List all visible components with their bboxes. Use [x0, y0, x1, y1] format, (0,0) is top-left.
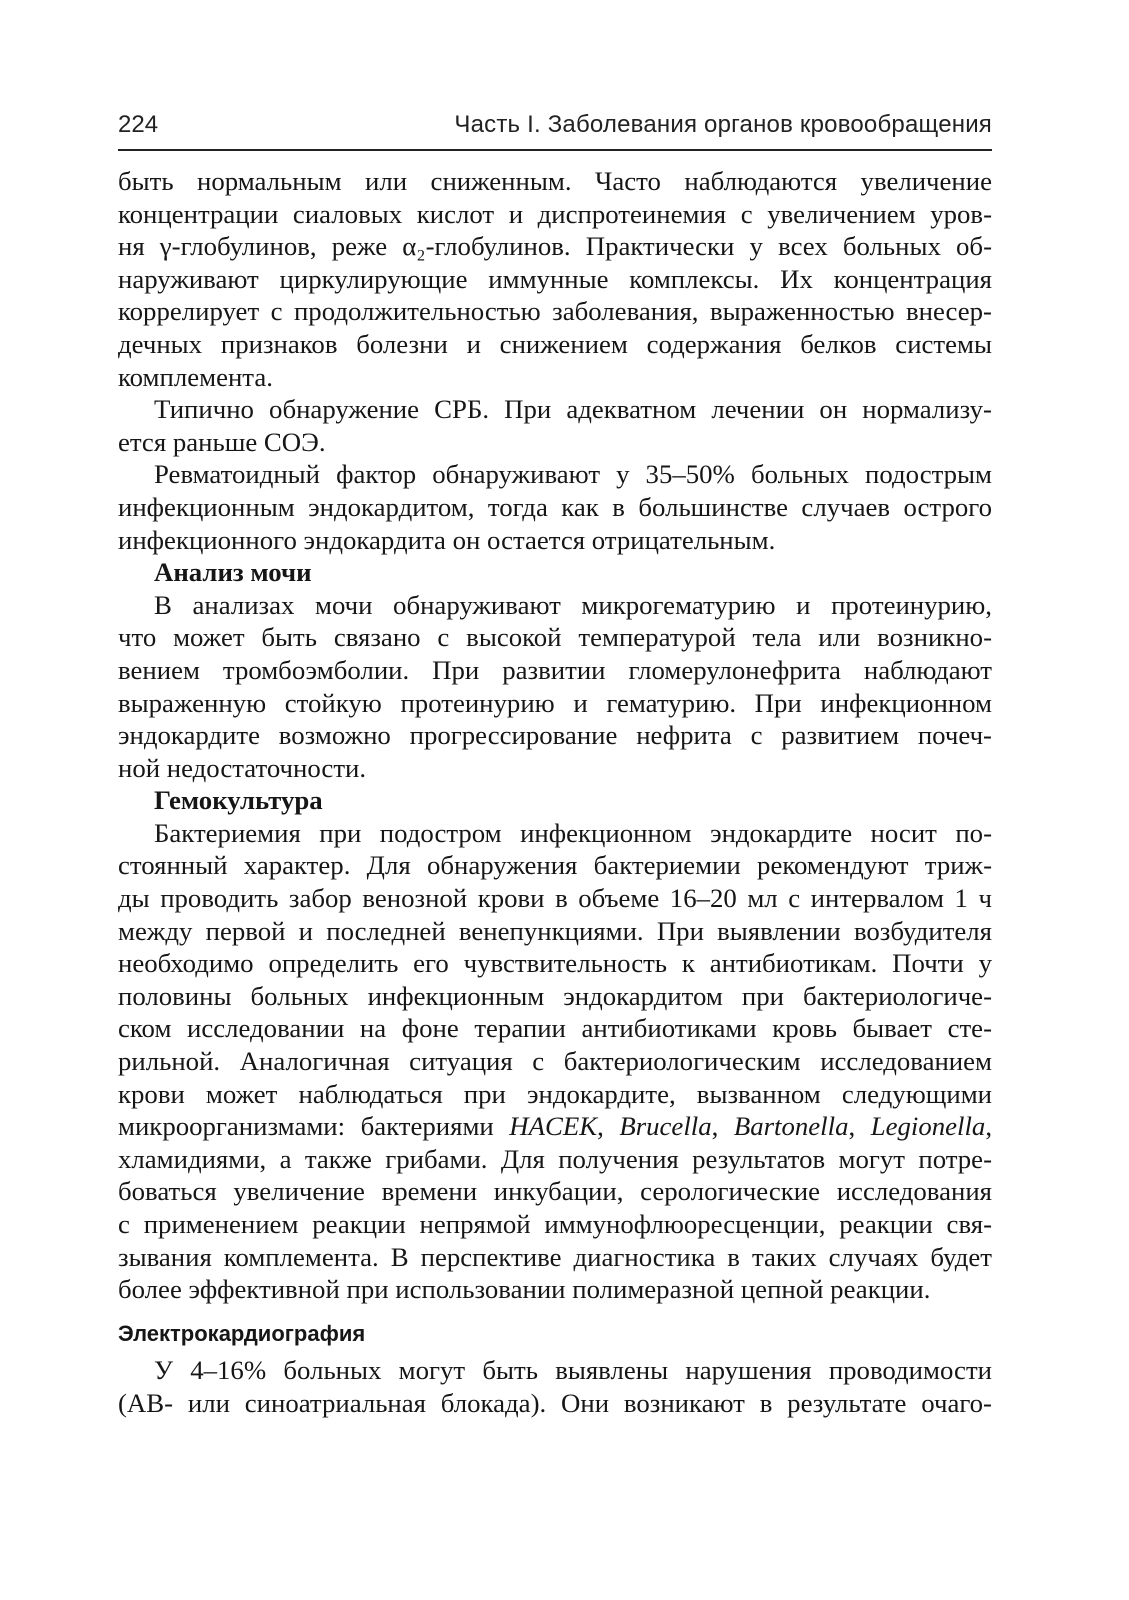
text-line: ной недостаточности.: [118, 752, 367, 783]
paragraph-rubric: Анализ мочи: [154, 557, 312, 588]
text-line: рильной. Аналогичная ситуация с бактериологическим исследованием: [118, 1046, 992, 1077]
text-line: стоянный характер. Для обнаружения бактериемии рекомендуют триж-: [118, 850, 992, 881]
text-line: ском исследовании на фоне терапии антибиотиками кровь бывает сте-: [118, 1013, 992, 1044]
text-line: эндокардите возможно прогрессирование нефрита с развитием почеч-: [118, 720, 992, 751]
paragraph: [118, 589, 992, 785]
text-line: хламидиями, а также грибами. Для получения результатов могут потре-: [118, 1143, 992, 1174]
paragraph: [118, 1354, 992, 1419]
text-line: наруживают циркулирующие иммунные комплексы. Их концентрация: [118, 263, 992, 294]
text-line: выраженную стойкую протеинурию и гематурию. При инфекционном: [118, 687, 992, 718]
text-line: В анализах мочи обнаруживают микрогематурию и протеинурию,: [154, 589, 992, 620]
text-line: (АВ- или синоатриальная блокада). Они возникают в результате очаго-: [118, 1387, 992, 1418]
text-line: ется раньше СОЭ.: [118, 426, 326, 457]
text-line: с применением реакции непрямой иммунофлюоресценции, реакции свя-: [118, 1209, 992, 1239]
text-line: что может быть связано с высокой температурой тела или возникно-: [118, 622, 992, 653]
text-line: необходимо определить его чувствительность к антибиотикам. Почти у: [118, 948, 992, 979]
section-heading: Электрокардиография: [118, 1320, 366, 1346]
text-line: ня γ-глобулинов, реже α₂-глобулинов. Практически у всех больных об-: [118, 231, 992, 262]
text-line: концентрации сиаловых кислот и диспротеинемия с увеличением уров-: [118, 198, 992, 229]
text-line: инфекционного эндокардита он остается отрицательным.: [118, 524, 776, 555]
text-line: более эффективной при использовании полимеразной цепной реакции.: [118, 1274, 931, 1305]
page-number: 224: [118, 111, 159, 138]
text-line: быть нормальным или сниженным. Часто наблюдаются увеличение: [118, 166, 992, 196]
text-line: У 4–16% больных могут быть выявлены нарушения проводимости: [154, 1355, 992, 1386]
text-line: боваться увеличение времени инкубации, серологические исследования: [118, 1176, 992, 1207]
text-line: инфекционным эндокардитом, тогда как в большинстве случаев острого: [118, 491, 992, 522]
text-line: зывания комплемента. В перспективе диагностика в таких случаях будет: [118, 1241, 992, 1272]
text-line: крови может наблюдаться при эндокардите, вызванном следующими: [118, 1078, 992, 1109]
paragraph: [118, 393, 992, 458]
text-line: комплемента.: [118, 361, 273, 392]
text-line: между первой и последней венепункциями. При выявлении возбудителя: [118, 915, 992, 946]
paragraph: [118, 165, 992, 393]
text-line: коррелирует с продолжительностью заболевания, выраженностью внесер-: [118, 296, 992, 327]
text-line: микроорганизмами: бактериями HACEK, Brucella, Bartonella, Legionella,: [118, 1111, 993, 1142]
text-line: ды проводить забор венозной крови в объеме 16–20 мл с интервалом 1 ч: [118, 883, 992, 914]
running-title: Часть I. Заболевания органов кровообращения: [454, 111, 992, 138]
text-line: Бактериемия при подостром инфекционном эндокардите носит по-: [154, 817, 992, 848]
text-line: дечных признаков болезни и снижением содержания белков системы: [118, 328, 992, 359]
paragraph-rubric: Гемокультура: [154, 785, 323, 816]
text-line: половины больных инфекционным эндокардитом при бактериологиче-: [118, 980, 992, 1011]
running-header: [118, 109, 992, 151]
text-line: Ревматоидный фактор обнаруживают у 35–50% больных подострым: [154, 459, 992, 490]
body-text: [118, 165, 992, 1420]
paragraph: [118, 458, 992, 556]
text-line: Типично обнаружение СРБ. При адекватном лечении он нормализу-: [154, 394, 992, 425]
text-line: вением тромбоэмболии. При развитии гломерулонефрита наблюдают: [118, 654, 992, 685]
paragraph: [118, 817, 992, 1306]
